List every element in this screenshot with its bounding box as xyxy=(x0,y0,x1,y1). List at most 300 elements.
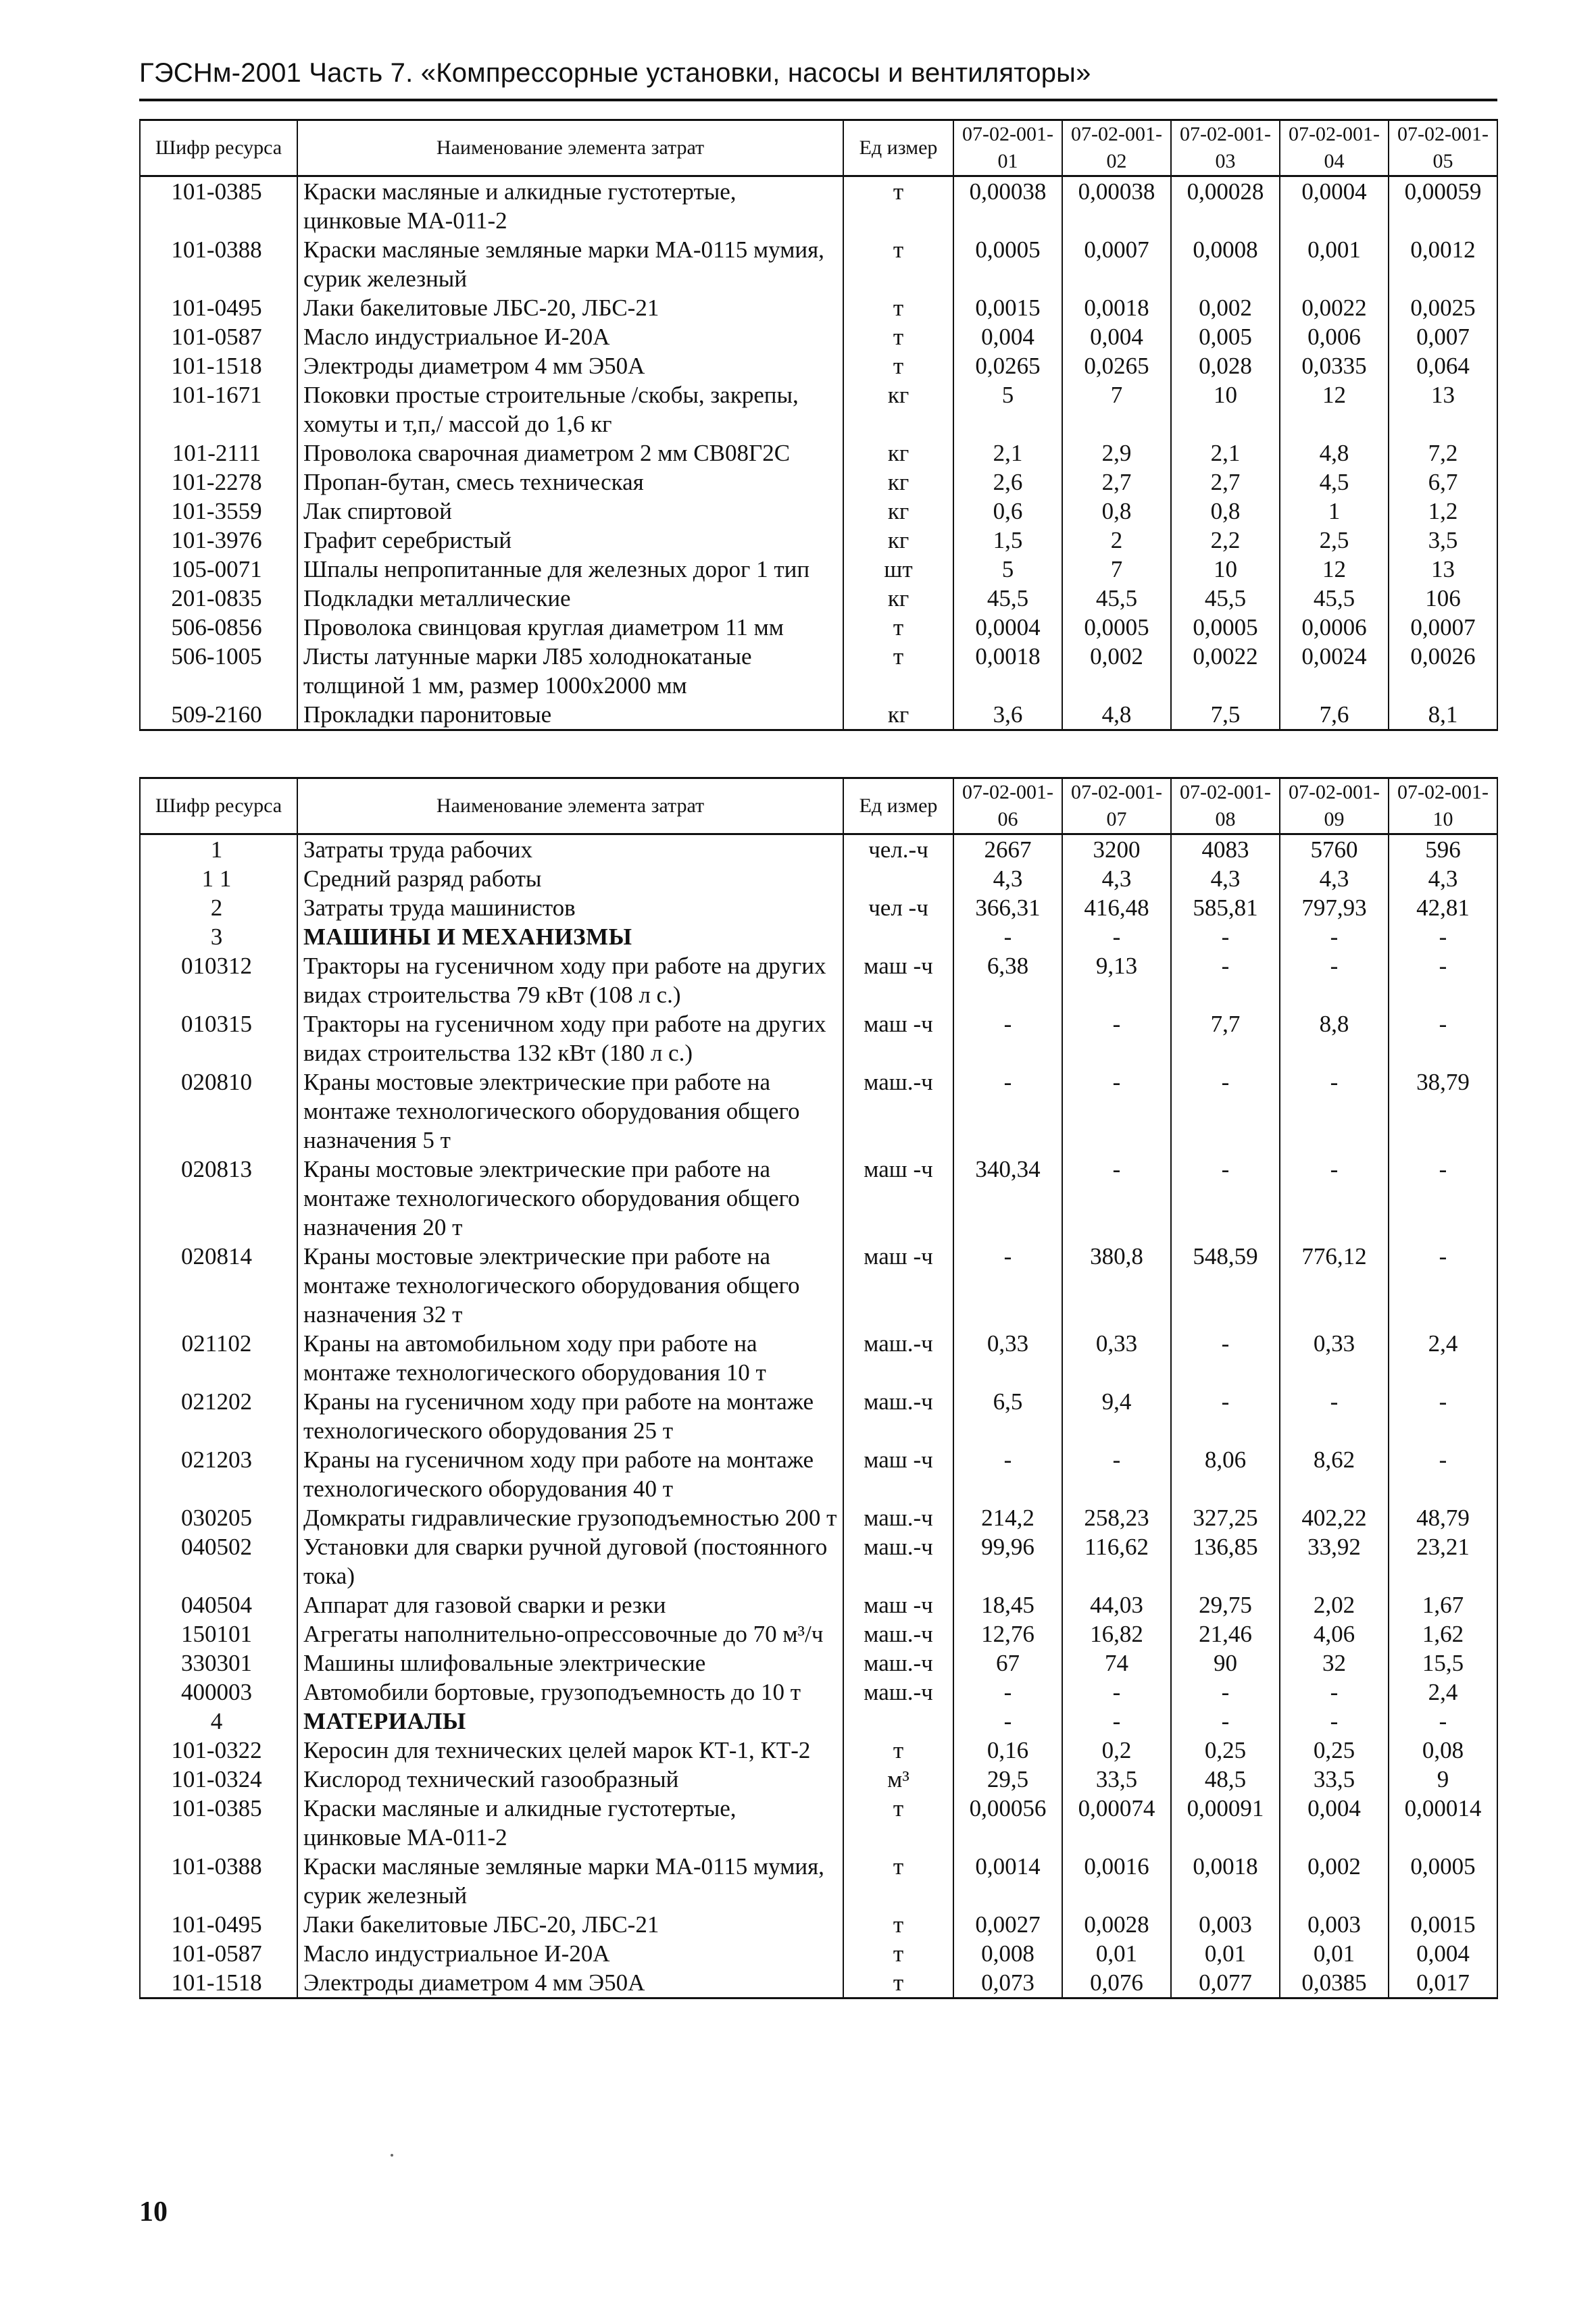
resource-name-cell: Краски масляные земляные марки МА-0115 мумия, сурик железный xyxy=(297,1852,843,1910)
value-cell: 0,00056 xyxy=(953,1794,1062,1852)
unit-cell: маш -ч xyxy=(843,951,953,1009)
resource-code-cell: 330301 xyxy=(140,1649,297,1678)
resource-code-cell: 101-2278 xyxy=(140,468,297,497)
value-cell: 38,79 xyxy=(1389,1067,1497,1155)
table-row xyxy=(140,951,1497,1009)
column-header: 07-02-001-05 xyxy=(1389,120,1497,176)
value-cell: 402,22 xyxy=(1280,1503,1389,1532)
value-cell: 10 xyxy=(1171,380,1280,438)
resource-code-cell: 101-3976 xyxy=(140,526,297,555)
table-header-row xyxy=(140,778,1497,834)
value-cell: 0,0005 xyxy=(1062,613,1171,642)
value-cell: 99,96 xyxy=(953,1532,1062,1590)
unit-cell: маш -ч xyxy=(843,1009,953,1067)
unit-cell xyxy=(843,922,953,951)
table-row xyxy=(140,613,1497,642)
unit-cell: т xyxy=(843,322,953,351)
table-row xyxy=(140,1910,1497,1939)
resource-code-cell: 101-0385 xyxy=(140,1794,297,1852)
resource-name-cell: Краны мостовые электрические при работе на монтаже технологического оборудования общего назначения 32 т xyxy=(297,1242,843,1329)
value-cell: - xyxy=(1389,1387,1497,1445)
value-cell: 0,33 xyxy=(953,1329,1062,1387)
value-cell: 0,028 xyxy=(1171,351,1280,380)
resource-code-cell: 101-0324 xyxy=(140,1765,297,1794)
value-cell: 0,002 xyxy=(1171,293,1280,322)
value-cell: - xyxy=(1389,1155,1497,1242)
value-cell: 366,31 xyxy=(953,893,1062,922)
value-cell: 258,23 xyxy=(1062,1503,1171,1532)
value-cell: 4,3 xyxy=(1062,864,1171,893)
value-cell: - xyxy=(1389,1009,1497,1067)
resource-code-cell: 101-0587 xyxy=(140,322,297,351)
resource-name-cell: Установки для сварки ручной дуговой (постоянного тока) xyxy=(297,1532,843,1590)
value-cell: 2,4 xyxy=(1389,1329,1497,1387)
table-row xyxy=(140,1590,1497,1619)
value-cell: - xyxy=(1062,1445,1171,1503)
value-cell: 0,017 xyxy=(1389,1968,1497,1998)
page-title: ГЭСНм-2001 Часть 7. «Компрессорные установки, насосы и вентиляторы» xyxy=(139,58,1091,88)
value-cell: 67 xyxy=(953,1649,1062,1678)
table-row xyxy=(140,1445,1497,1503)
section-row xyxy=(140,1707,1497,1736)
table-row xyxy=(140,1939,1497,1968)
table-row xyxy=(140,235,1497,293)
value-cell: 0,00014 xyxy=(1389,1794,1497,1852)
column-header: 07-02-001-10 xyxy=(1389,778,1497,834)
value-cell: 596 xyxy=(1389,834,1497,865)
resource-name-cell: Затраты труда рабочих xyxy=(297,834,843,865)
value-cell: - xyxy=(953,1067,1062,1155)
value-cell: 1,2 xyxy=(1389,497,1497,526)
unit-cell: шт xyxy=(843,555,953,584)
resource-code-cell: 010312 xyxy=(140,951,297,1009)
value-cell: 45,5 xyxy=(1171,584,1280,613)
value-cell: - xyxy=(1171,1329,1280,1387)
value-cell: 0,0018 xyxy=(953,642,1062,700)
resource-code-cell: 101-2111 xyxy=(140,438,297,468)
value-cell: 0,0004 xyxy=(953,613,1062,642)
table-row xyxy=(140,380,1497,438)
value-cell: 136,85 xyxy=(1171,1532,1280,1590)
value-cell: 7,2 xyxy=(1389,438,1497,468)
column-header: Ед измер xyxy=(843,120,953,176)
unit-cell: маш.-ч xyxy=(843,1678,953,1707)
value-cell: - xyxy=(1280,951,1389,1009)
resource-name-cell: Средний разряд работы xyxy=(297,864,843,893)
resource-table-1 xyxy=(139,119,1498,731)
resource-name-cell: Кислород технический газообразный xyxy=(297,1765,843,1794)
value-cell: 9,13 xyxy=(1062,951,1171,1009)
value-cell: 327,25 xyxy=(1171,1503,1280,1532)
resource-name-cell: Затраты труда машинистов xyxy=(297,893,843,922)
value-cell: 0,077 xyxy=(1171,1968,1280,1998)
resource-name-cell: Проволока сварочная диаметром 2 мм СВ08Г2С xyxy=(297,438,843,468)
value-cell: 0,0007 xyxy=(1062,235,1171,293)
value-cell: 106 xyxy=(1389,584,1497,613)
value-cell: 0,01 xyxy=(1062,1939,1171,1968)
value-cell: - xyxy=(953,922,1062,951)
value-cell: 0,00074 xyxy=(1062,1794,1171,1852)
value-cell: - xyxy=(953,1445,1062,1503)
value-cell: 33,5 xyxy=(1280,1765,1389,1794)
value-cell: 416,48 xyxy=(1062,893,1171,922)
value-cell: 0,0027 xyxy=(953,1910,1062,1939)
unit-cell: маш -ч xyxy=(843,1445,953,1503)
value-cell: 0,00091 xyxy=(1171,1794,1280,1852)
value-cell: 4083 xyxy=(1171,834,1280,865)
value-cell: 0,0026 xyxy=(1389,642,1497,700)
resource-name-cell: Лаки бакелитовые ЛБС-20, ЛБС-21 xyxy=(297,1910,843,1939)
value-cell: 0,0008 xyxy=(1171,235,1280,293)
table-row xyxy=(140,1678,1497,1707)
column-header: Шифр ресурса xyxy=(140,778,297,834)
unit-cell: маш -ч xyxy=(843,1242,953,1329)
table-row xyxy=(140,555,1497,584)
unit-cell: кг xyxy=(843,700,953,730)
value-cell: 9,4 xyxy=(1062,1387,1171,1445)
value-cell: 0,004 xyxy=(1280,1794,1389,1852)
resource-name-cell: Лак спиртовой xyxy=(297,497,843,526)
page-speck xyxy=(391,2154,393,2157)
table-row xyxy=(140,1736,1497,1765)
unit-cell xyxy=(843,864,953,893)
value-cell: 2 xyxy=(1062,526,1171,555)
value-cell: 0,0018 xyxy=(1171,1852,1280,1910)
table-row xyxy=(140,642,1497,700)
unit-cell: маш.-ч xyxy=(843,1649,953,1678)
value-cell: - xyxy=(1280,922,1389,951)
value-cell: 33,5 xyxy=(1062,1765,1171,1794)
section-row xyxy=(140,922,1497,951)
value-cell: 4,06 xyxy=(1280,1619,1389,1649)
unit-cell: маш.-ч xyxy=(843,1532,953,1590)
value-cell: 0,0025 xyxy=(1389,293,1497,322)
value-cell: 45,5 xyxy=(953,584,1062,613)
table-row xyxy=(140,1532,1497,1590)
value-cell: 0,008 xyxy=(953,1939,1062,1968)
value-cell: 0,16 xyxy=(953,1736,1062,1765)
value-cell: 0,004 xyxy=(953,322,1062,351)
unit-cell: кг xyxy=(843,380,953,438)
resource-code-cell: 021202 xyxy=(140,1387,297,1445)
unit-cell: т xyxy=(843,293,953,322)
column-header: 07-02-001-04 xyxy=(1280,120,1389,176)
unit-cell: м³ xyxy=(843,1765,953,1794)
column-header: Наименование элемента затрат xyxy=(297,778,843,834)
value-cell: 5760 xyxy=(1280,834,1389,865)
column-header: 07-02-001-08 xyxy=(1171,778,1280,834)
resource-code-cell: 010315 xyxy=(140,1009,297,1067)
value-cell: - xyxy=(1171,1155,1280,1242)
table-row xyxy=(140,1155,1497,1242)
resource-code-cell: 506-0856 xyxy=(140,613,297,642)
unit-cell: т xyxy=(843,1939,953,1968)
value-cell: - xyxy=(1389,1707,1497,1736)
value-cell: 0,0007 xyxy=(1389,613,1497,642)
unit-cell xyxy=(843,1707,953,1736)
resource-name-cell: Керосин для технических целей марок КТ-1, КТ-2 xyxy=(297,1736,843,1765)
value-cell: 380,8 xyxy=(1062,1242,1171,1329)
unit-cell: чел -ч xyxy=(843,893,953,922)
value-cell: 2,7 xyxy=(1062,468,1171,497)
value-cell: 13 xyxy=(1389,555,1497,584)
value-cell: 548,59 xyxy=(1171,1242,1280,1329)
resource-name-cell: Масло индустриальное И-20А xyxy=(297,1939,843,1968)
resource-code-cell: 020810 xyxy=(140,1067,297,1155)
value-cell: 7 xyxy=(1062,380,1171,438)
value-cell: 0,073 xyxy=(953,1968,1062,1998)
value-cell: 0,00038 xyxy=(1062,176,1171,236)
unit-cell: т xyxy=(843,1968,953,1998)
value-cell: 6,5 xyxy=(953,1387,1062,1445)
resource-name-cell: Аппарат для газовой сварки и резки xyxy=(297,1590,843,1619)
table-row xyxy=(140,834,1497,865)
value-cell: - xyxy=(1062,922,1171,951)
value-cell: 16,82 xyxy=(1062,1619,1171,1649)
value-cell: - xyxy=(1280,1707,1389,1736)
value-cell: 0,0012 xyxy=(1389,235,1497,293)
value-cell: - xyxy=(1062,1155,1171,1242)
resource-name-cell: Краны мостовые электрические при работе на монтаже технологического оборудования общего назначения 5 т xyxy=(297,1067,843,1155)
resource-code-cell: 021203 xyxy=(140,1445,297,1503)
table-row xyxy=(140,1649,1497,1678)
value-cell: 0,00059 xyxy=(1389,176,1497,236)
value-cell: 2,6 xyxy=(953,468,1062,497)
resource-name-cell: Краски масляные и алкидные густотертые, цинковые МА-011-2 xyxy=(297,1794,843,1852)
table-row xyxy=(140,1619,1497,1649)
table-row xyxy=(140,893,1497,922)
column-header: 07-02-001-03 xyxy=(1171,120,1280,176)
resource-code-cell: 101-0388 xyxy=(140,1852,297,1910)
value-cell: - xyxy=(1062,1067,1171,1155)
unit-cell: кг xyxy=(843,438,953,468)
value-cell: 2,02 xyxy=(1280,1590,1389,1619)
resource-code-cell: 101-1671 xyxy=(140,380,297,438)
value-cell: 0,2 xyxy=(1062,1736,1171,1765)
value-cell: 5 xyxy=(953,380,1062,438)
value-cell: 0,0265 xyxy=(1062,351,1171,380)
value-cell: 4,8 xyxy=(1280,438,1389,468)
value-cell: 4,3 xyxy=(1389,864,1497,893)
value-cell: 2,7 xyxy=(1171,468,1280,497)
value-cell: 0,8 xyxy=(1171,497,1280,526)
resource-code-cell: 509-2160 xyxy=(140,700,297,730)
value-cell: 45,5 xyxy=(1062,584,1171,613)
resource-table-2 xyxy=(139,777,1498,1999)
value-cell: 1,67 xyxy=(1389,1590,1497,1619)
value-cell: 2,2 xyxy=(1171,526,1280,555)
resource-name-cell: Шпалы непропитанные для железных дорог 1 тип xyxy=(297,555,843,584)
value-cell: 32 xyxy=(1280,1649,1389,1678)
table-row xyxy=(140,468,1497,497)
value-cell: - xyxy=(1062,1678,1171,1707)
value-cell: - xyxy=(953,1678,1062,1707)
value-cell: 44,03 xyxy=(1062,1590,1171,1619)
resource-name-cell: Электроды диаметром 4 мм Э50А xyxy=(297,1968,843,1998)
value-cell: 6,7 xyxy=(1389,468,1497,497)
value-cell: 33,92 xyxy=(1280,1532,1389,1590)
value-cell: 1,62 xyxy=(1389,1619,1497,1649)
page-number: 10 xyxy=(139,2196,168,2228)
unit-cell: т xyxy=(843,235,953,293)
unit-cell: маш.-ч xyxy=(843,1067,953,1155)
value-cell: 797,93 xyxy=(1280,893,1389,922)
table-row xyxy=(140,438,1497,468)
value-cell: - xyxy=(1389,1242,1497,1329)
resource-code-cell: 400003 xyxy=(140,1678,297,1707)
value-cell: - xyxy=(1280,1387,1389,1445)
resource-code-cell: 105-0071 xyxy=(140,555,297,584)
unit-cell: маш.-ч xyxy=(843,1387,953,1445)
unit-cell: т xyxy=(843,613,953,642)
value-cell: 42,81 xyxy=(1389,893,1497,922)
value-cell: 15,5 xyxy=(1389,1649,1497,1678)
value-cell: 13 xyxy=(1389,380,1497,438)
value-cell: 0,076 xyxy=(1062,1968,1171,1998)
unit-cell: т xyxy=(843,642,953,700)
resource-name-cell: МАТЕРИАЛЫ xyxy=(297,1707,843,1736)
resource-code-cell: 101-0385 xyxy=(140,176,297,236)
value-cell: 0,0015 xyxy=(953,293,1062,322)
resource-code-cell: 040504 xyxy=(140,1590,297,1619)
resource-name-cell: Краски масляные и алкидные густотертые, цинковые МА-011-2 xyxy=(297,176,843,236)
value-cell: 74 xyxy=(1062,1649,1171,1678)
resource-code-cell: 101-0495 xyxy=(140,1910,297,1939)
value-cell: 585,81 xyxy=(1171,893,1280,922)
resource-name-cell: Краны на автомобильном ходу при работе на монтаже технологического оборудования 10 т xyxy=(297,1329,843,1387)
value-cell: 10 xyxy=(1171,555,1280,584)
value-cell: 0,003 xyxy=(1280,1910,1389,1939)
value-cell: 0,001 xyxy=(1280,235,1389,293)
value-cell: 8,8 xyxy=(1280,1009,1389,1067)
value-cell: 0,33 xyxy=(1280,1329,1389,1387)
value-cell: 6,38 xyxy=(953,951,1062,1009)
value-cell: 0,0014 xyxy=(953,1852,1062,1910)
value-cell: - xyxy=(1389,922,1497,951)
value-cell: 0,6 xyxy=(953,497,1062,526)
resource-name-cell: Электроды диаметром 4 мм Э50А xyxy=(297,351,843,380)
value-cell: 0,25 xyxy=(1171,1736,1280,1765)
unit-cell: т xyxy=(843,351,953,380)
unit-cell: кг xyxy=(843,584,953,613)
table-row xyxy=(140,351,1497,380)
value-cell: 1,5 xyxy=(953,526,1062,555)
value-cell: - xyxy=(1280,1067,1389,1155)
value-cell: 3,5 xyxy=(1389,526,1497,555)
column-header: 07-02-001-09 xyxy=(1280,778,1389,834)
value-cell: - xyxy=(1171,1707,1280,1736)
resource-name-cell: Поковки простые строительные /скобы, закрепы, хомуты и т,п,/ массой до 1,6 кг xyxy=(297,380,843,438)
value-cell: 4,3 xyxy=(1171,864,1280,893)
value-cell: 0,0016 xyxy=(1062,1852,1171,1910)
value-cell: 29,75 xyxy=(1171,1590,1280,1619)
value-cell: 0,003 xyxy=(1171,1910,1280,1939)
value-cell: 776,12 xyxy=(1280,1242,1389,1329)
value-cell: 5 xyxy=(953,555,1062,584)
table-row xyxy=(140,176,1497,236)
value-cell: - xyxy=(953,1009,1062,1067)
value-cell: 8,1 xyxy=(1389,700,1497,730)
value-cell: 48,5 xyxy=(1171,1765,1280,1794)
value-cell: 0,064 xyxy=(1389,351,1497,380)
value-cell: 7,7 xyxy=(1171,1009,1280,1067)
resource-code-cell: 101-0495 xyxy=(140,293,297,322)
value-cell: 4,3 xyxy=(1280,864,1389,893)
value-cell: - xyxy=(1280,1155,1389,1242)
table-row xyxy=(140,1329,1497,1387)
resource-code-cell: 201-0835 xyxy=(140,584,297,613)
resource-name-cell: МАШИНЫ И МЕХАНИЗМЫ xyxy=(297,922,843,951)
resource-code-cell: 4 xyxy=(140,1707,297,1736)
resource-name-cell: Графит серебристый xyxy=(297,526,843,555)
value-cell: 0,002 xyxy=(1062,642,1171,700)
value-cell: 0,0385 xyxy=(1280,1968,1389,1998)
value-cell: 0,007 xyxy=(1389,322,1497,351)
table-row xyxy=(140,497,1497,526)
resource-code-cell: 1 xyxy=(140,834,297,865)
resource-name-cell: Домкраты гидравлические грузоподъемностью 200 т xyxy=(297,1503,843,1532)
table-row xyxy=(140,1009,1497,1067)
unit-cell: т xyxy=(843,1852,953,1910)
value-cell: 0,004 xyxy=(1062,322,1171,351)
value-cell: 0,01 xyxy=(1280,1939,1389,1968)
column-header: Наименование элемента затрат xyxy=(297,120,843,176)
resource-name-cell: Прокладки паронитовые xyxy=(297,700,843,730)
resource-name-cell: Проволока свинцовая круглая диаметром 11 мм xyxy=(297,613,843,642)
unit-cell: т xyxy=(843,1910,953,1939)
table-row xyxy=(140,1242,1497,1329)
value-cell: 8,62 xyxy=(1280,1445,1389,1503)
value-cell: 0,01 xyxy=(1171,1939,1280,1968)
table-row xyxy=(140,293,1497,322)
value-cell: 12 xyxy=(1280,555,1389,584)
value-cell: 0,25 xyxy=(1280,1736,1389,1765)
unit-cell: чел.-ч xyxy=(843,834,953,865)
value-cell: 3200 xyxy=(1062,834,1171,865)
resource-name-cell: Лаки бакелитовые ЛБС-20, ЛБС-21 xyxy=(297,293,843,322)
table-row xyxy=(140,1503,1497,1532)
table-row xyxy=(140,864,1497,893)
unit-cell: кг xyxy=(843,497,953,526)
value-cell: 0,0006 xyxy=(1280,613,1389,642)
value-cell: - xyxy=(1389,1445,1497,1503)
value-cell: 0,0015 xyxy=(1389,1910,1497,1939)
resource-code-cell: 020813 xyxy=(140,1155,297,1242)
value-cell: 0,0005 xyxy=(953,235,1062,293)
value-cell: 2,9 xyxy=(1062,438,1171,468)
value-cell: 2,4 xyxy=(1389,1678,1497,1707)
table-row xyxy=(140,700,1497,730)
value-cell: 1 xyxy=(1280,497,1389,526)
resource-name-cell: Агрегаты наполнительно-опрессовочные до 70 м³/ч xyxy=(297,1619,843,1649)
resource-name-cell: Пропан-бутан, смесь техническая xyxy=(297,468,843,497)
value-cell: 4,5 xyxy=(1280,468,1389,497)
resource-name-cell: Автомобили бортовые, грузоподъемность до 10 т xyxy=(297,1678,843,1707)
resource-name-cell: Тракторы на гусеничном ходу при работе на других видах строительства 132 кВт (180 л с.) xyxy=(297,1009,843,1067)
resource-code-cell: 3 xyxy=(140,922,297,951)
value-cell: - xyxy=(953,1707,1062,1736)
value-cell: - xyxy=(1171,1387,1280,1445)
value-cell: 0,006 xyxy=(1280,322,1389,351)
resource-name-cell: Краны на гусеничном ходу при работе на монтаже технологического оборудования 40 т xyxy=(297,1445,843,1503)
value-cell: - xyxy=(1062,1707,1171,1736)
value-cell: 0,33 xyxy=(1062,1329,1171,1387)
value-cell: 0,005 xyxy=(1171,322,1280,351)
unit-cell: маш -ч xyxy=(843,1155,953,1242)
value-cell: 0,0335 xyxy=(1280,351,1389,380)
resource-name-cell: Краны мостовые электрические при работе на монтаже технологического оборудования общего назначения 20 т xyxy=(297,1155,843,1242)
table-row xyxy=(140,1765,1497,1794)
